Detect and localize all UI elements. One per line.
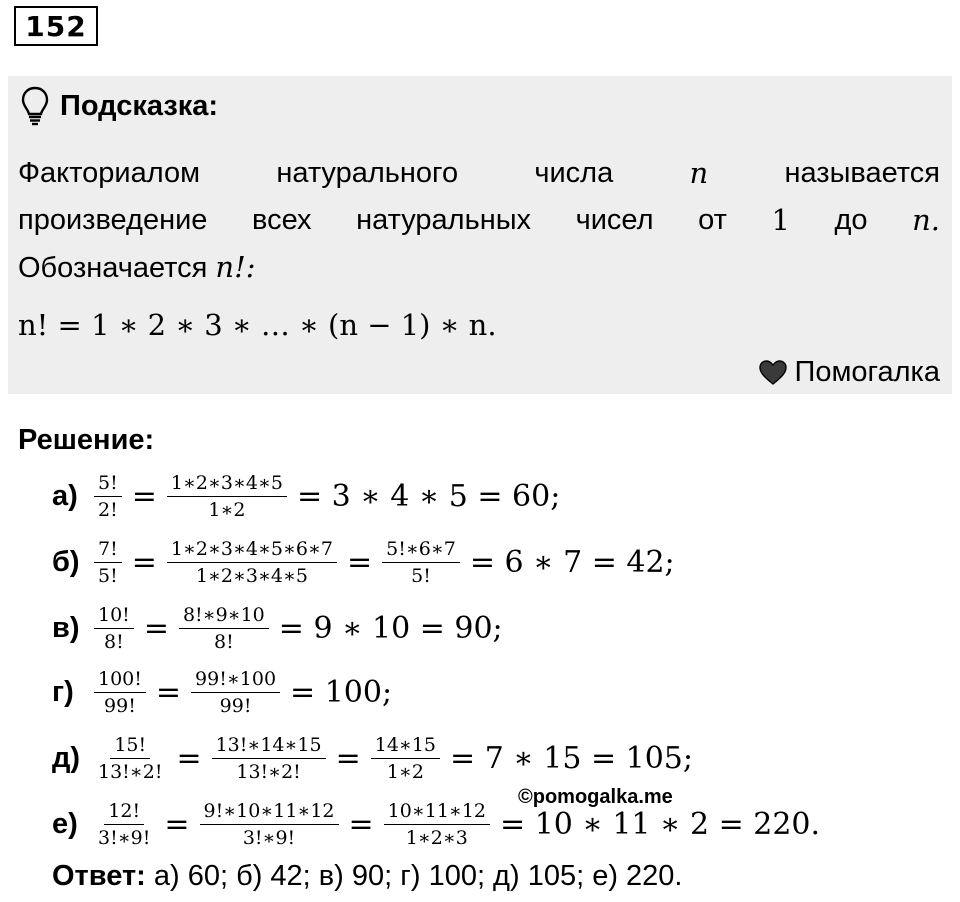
heart-icon — [759, 360, 787, 386]
numerator: 5!∗6∗7 — [382, 538, 460, 563]
fraction — [191, 668, 280, 717]
row-label: в) — [52, 611, 80, 644]
row-label: д) — [52, 741, 81, 774]
denominator: 1∗2∗3 — [405, 826, 468, 849]
expression-text: = 6 ∗ 7 = 42; — [469, 544, 675, 580]
hint-word: числа — [534, 157, 614, 189]
numerator: 1∗2∗3∗4∗5∗6∗7 — [167, 538, 337, 563]
denominator: 99! — [104, 694, 136, 717]
fraction — [94, 668, 146, 717]
fraction — [167, 472, 287, 521]
answer-text: а) 60; б) 42; в) 90; г) 100; д) 105; е) 220. — [145, 860, 683, 892]
numerator: 100! — [94, 668, 146, 693]
solution-row — [52, 466, 564, 526]
numerator: 7! — [94, 538, 122, 563]
fraction — [212, 734, 326, 783]
hint-line-2 — [18, 197, 940, 244]
expression-text: = 7 ∗ 15 = 105; — [450, 740, 693, 776]
denominator: 2! — [98, 498, 118, 521]
denominator: 5! — [411, 564, 431, 587]
solution-row — [52, 532, 679, 592]
denominator: 1∗2∗3∗4∗5 — [195, 564, 308, 587]
denominator: 5! — [98, 564, 118, 587]
fraction — [94, 538, 122, 587]
fraction — [200, 800, 339, 849]
expression-text: = 9 ∗ 10 = 90; — [278, 610, 503, 646]
solution-title: Решение: — [18, 424, 155, 456]
denominator: 3!∗9! — [242, 826, 296, 849]
expression-text: = — [176, 740, 202, 776]
denominator: 8! — [214, 630, 234, 653]
hint-word: 1 — [771, 203, 790, 237]
hint-word: натуральных — [356, 204, 532, 236]
fraction — [371, 734, 440, 783]
solution-row — [52, 662, 396, 722]
row-label: е) — [52, 807, 78, 840]
hint-word: чисел — [575, 204, 654, 236]
denominator: 13!∗2! — [98, 760, 163, 783]
numerator: 15! — [110, 734, 150, 759]
watermark: ©pomogalka.me — [518, 786, 673, 808]
numerator: 10! — [94, 604, 134, 629]
expression-text: = — [348, 806, 374, 842]
expression-text: = — [143, 610, 169, 646]
denominator: 8! — [104, 630, 124, 653]
hint-word: всех — [251, 204, 312, 236]
numerator: 8!∗9∗10 — [179, 604, 269, 629]
denominator: 13!∗2! — [236, 760, 301, 783]
expression-text: = — [155, 674, 182, 710]
fraction — [167, 538, 337, 587]
row-label: б) — [52, 545, 80, 578]
fraction — [94, 604, 134, 653]
expression-text: = 100; — [290, 674, 393, 710]
numerator: 12! — [104, 800, 144, 825]
fraction — [179, 604, 269, 653]
fraction — [94, 734, 166, 783]
task-number: 152 — [14, 6, 98, 46]
brand — [759, 356, 940, 389]
expression-text: = — [131, 478, 157, 514]
expression-text: = 10 ∗ 11 ∗ 2 = 220. — [500, 806, 821, 842]
answer-label: Ответ: — [52, 860, 146, 892]
hint-word: произведение — [18, 204, 208, 236]
hint-word: до — [834, 204, 868, 236]
answer — [52, 860, 682, 893]
hint-line-3: Обозначается n!: — [18, 250, 256, 284]
row-label: г) — [52, 675, 74, 708]
expression-text: = — [131, 544, 157, 580]
solution-row — [52, 598, 507, 658]
row-label: а) — [52, 479, 78, 512]
fraction — [94, 800, 154, 849]
solution-row — [52, 728, 697, 788]
hint-definition — [18, 150, 940, 292]
expression-text: = — [164, 806, 190, 842]
numerator: 13!∗14∗15 — [212, 734, 326, 759]
hint-title: Подсказка: — [60, 89, 219, 122]
denominator: 99! — [219, 694, 252, 717]
denominator: 1∗2 — [386, 760, 424, 783]
numerator: 1∗2∗3∗4∗5 — [167, 472, 287, 497]
fraction — [384, 800, 490, 849]
hint-word: называется — [784, 157, 940, 189]
denominator: 3!∗9! — [98, 826, 151, 849]
solution-row — [52, 794, 824, 854]
hint-word: Факториалом — [18, 157, 201, 189]
hint-word: от — [698, 204, 727, 236]
numerator: 5! — [94, 472, 122, 497]
expression-text: = 3 ∗ 4 ∗ 5 = 60; — [296, 478, 561, 514]
lightbulb-icon — [20, 86, 50, 126]
numerator: 10∗11∗12 — [384, 800, 490, 825]
fraction — [382, 538, 460, 587]
hint-line-1 — [18, 150, 940, 197]
notation: n!: — [215, 250, 256, 284]
hint-header — [20, 86, 218, 126]
hint-box — [8, 76, 952, 394]
numerator: 99!∗100 — [191, 668, 280, 693]
brand-name: Помогалка — [794, 356, 940, 388]
factorial-formula: n! = 1 ∗ 2 ∗ 3 ∗ … ∗ (n − 1) ∗ n. — [18, 308, 497, 342]
denominator: 1∗2 — [208, 498, 246, 521]
hint-word: n — [689, 156, 709, 190]
numerator: 9!∗10∗11∗12 — [200, 800, 339, 825]
expression-text: = — [346, 544, 373, 580]
hint-word: n. — [912, 203, 940, 237]
hint-word: натурального — [276, 157, 459, 189]
numerator: 14∗15 — [371, 734, 440, 759]
expression-text: = — [335, 740, 361, 776]
fraction — [94, 472, 122, 521]
